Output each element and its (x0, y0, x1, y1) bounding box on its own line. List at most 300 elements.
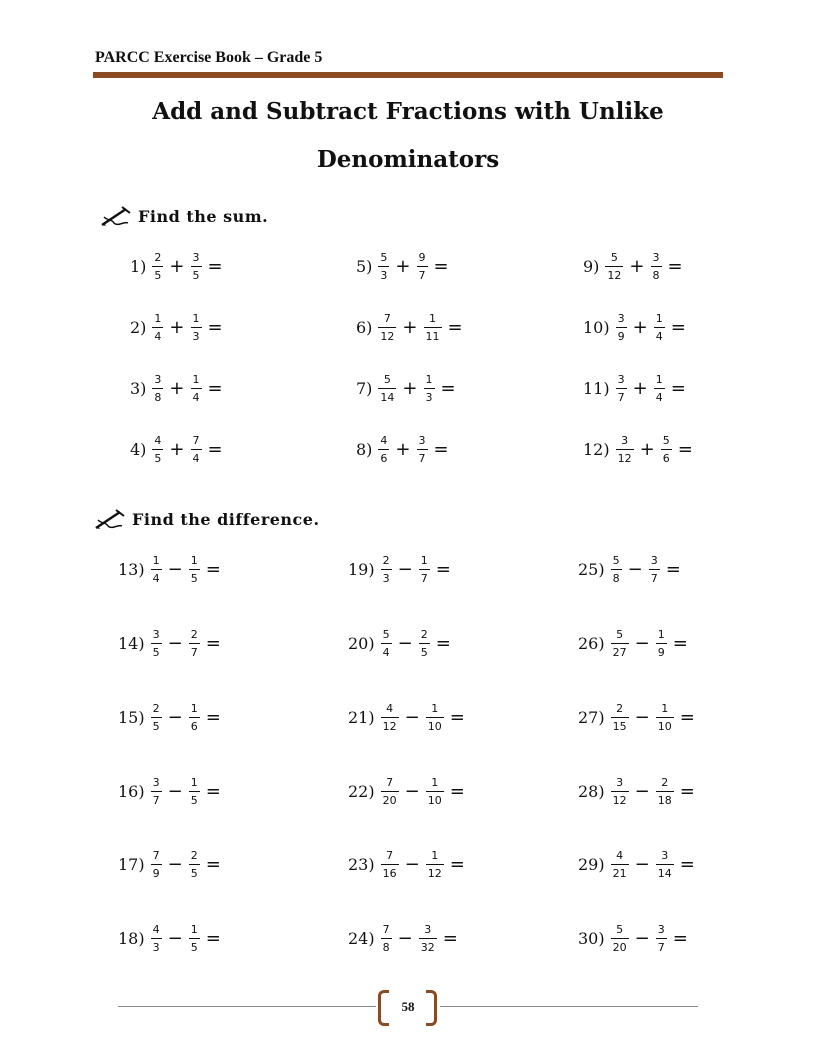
fraction-bar (611, 643, 629, 644)
operator: + (629, 256, 645, 277)
fraction-bar (151, 791, 162, 792)
fraction-a (152, 434, 163, 465)
problem-item (578, 702, 698, 733)
numerator: 1 (431, 849, 439, 862)
denominator: 8 (652, 269, 660, 282)
problem-number: 11) (583, 379, 610, 398)
numerator: 3 (152, 628, 160, 641)
denominator: 7 (650, 572, 658, 585)
problem-item (583, 434, 696, 465)
denominator: 27 (612, 646, 627, 659)
problem-number: 4) (130, 440, 147, 459)
denominator: 3 (380, 269, 388, 282)
fraction-b (654, 312, 665, 343)
numerator: 7 (152, 849, 160, 862)
problem-number: 15) (118, 708, 145, 727)
fraction-a (616, 312, 627, 343)
fraction-bar (381, 717, 399, 718)
problem-item (118, 923, 224, 954)
denominator: 9 (152, 867, 160, 880)
fraction-bar (152, 449, 163, 450)
denominator: 12 (612, 794, 627, 807)
fraction-b (191, 251, 202, 282)
numerator: 1 (152, 554, 160, 567)
numerator: 1 (190, 554, 198, 567)
operator: + (632, 317, 648, 338)
fraction-bar (616, 388, 627, 389)
numerator: 3 (424, 923, 432, 936)
denominator: 5 (190, 794, 198, 807)
equals-sign: = (667, 256, 683, 277)
problem-item (118, 702, 224, 733)
operator: + (395, 439, 411, 460)
equals-sign: = (435, 559, 451, 580)
operator: + (402, 317, 418, 338)
denominator: 12 (380, 330, 395, 343)
denominator: 9 (617, 330, 625, 343)
fraction-a (381, 554, 392, 585)
footer-rule-right (440, 1006, 698, 1007)
fraction-bar (611, 864, 629, 865)
numerator: 4 (616, 849, 624, 862)
problem-item (356, 251, 452, 282)
equals-sign: = (677, 439, 693, 460)
problem-number: 7) (356, 379, 373, 398)
fraction-bar (654, 388, 665, 389)
problem-item (356, 373, 459, 404)
numerator: 1 (431, 776, 439, 789)
numerator: 3 (418, 434, 426, 447)
fraction-a (378, 312, 396, 343)
fraction-bar (189, 791, 200, 792)
book-title: PARCC Exercise Book – Grade 5 (95, 49, 323, 66)
problem-item (578, 554, 684, 585)
problem-item (118, 554, 224, 585)
numerator: 1 (190, 702, 198, 715)
problem-number: 3) (130, 379, 147, 398)
numerator: 3 (621, 434, 629, 447)
operator: + (169, 378, 185, 399)
fraction-a (611, 554, 622, 585)
denominator: 12 (617, 452, 632, 465)
fraction-b (651, 251, 662, 282)
fraction-bar (378, 266, 389, 267)
denominator: 32 (420, 941, 435, 954)
numerator: 7 (386, 776, 394, 789)
numerator: 7 (382, 923, 390, 936)
problem-item (578, 849, 698, 880)
denominator: 7 (418, 452, 426, 465)
operator: + (169, 317, 185, 338)
fraction-bar (616, 327, 627, 328)
fraction-b (424, 312, 442, 343)
numerator: 5 (616, 628, 624, 641)
denominator: 10 (657, 720, 672, 733)
numerator: 2 (190, 849, 198, 862)
numerator: 7 (386, 849, 394, 862)
equals-sign: = (205, 781, 221, 802)
numerator: 5 (612, 554, 620, 567)
fraction-bar (152, 388, 163, 389)
fraction-a (611, 849, 629, 880)
fraction-a (378, 373, 396, 404)
equals-sign: = (447, 317, 463, 338)
denominator: 7 (190, 646, 198, 659)
operator: − (167, 707, 183, 728)
operator: − (634, 633, 650, 654)
problem-number: 16) (118, 782, 145, 801)
numerator: 3 (652, 251, 660, 264)
fraction-a (378, 434, 389, 465)
denominator: 8 (382, 941, 390, 954)
fraction-bar (426, 864, 444, 865)
fraction-b (654, 373, 665, 404)
problem-item (578, 923, 691, 954)
denominator: 5 (190, 941, 198, 954)
problem-number: 12) (583, 440, 610, 459)
fraction-a (611, 628, 629, 659)
fraction-bar (611, 717, 629, 718)
denominator: 4 (655, 330, 663, 343)
denominator: 14 (657, 867, 672, 880)
fraction-bar (151, 569, 162, 570)
denominator: 18 (657, 794, 672, 807)
fraction-bar (378, 388, 396, 389)
operator: − (167, 928, 183, 949)
denominator: 5 (190, 867, 198, 880)
problem-number: 19) (348, 560, 375, 579)
numerator: 2 (382, 554, 390, 567)
numerator: 1 (431, 702, 439, 715)
problem-number: 17) (118, 855, 145, 874)
problem-item (130, 373, 226, 404)
denominator: 4 (382, 646, 390, 659)
problem-number: 18) (118, 929, 145, 948)
fraction-bar (381, 569, 392, 570)
fraction-a (611, 702, 629, 733)
problem-number: 9) (583, 257, 600, 276)
problem-number: 25) (578, 560, 605, 579)
problem-item (578, 776, 698, 807)
fraction-b (189, 628, 200, 659)
operator: + (169, 256, 185, 277)
operator: − (404, 854, 420, 875)
fraction-bar (661, 449, 672, 450)
numerator: 5 (382, 628, 390, 641)
equals-sign: = (207, 439, 223, 460)
denominator: 8 (154, 391, 162, 404)
fraction-bar (381, 791, 399, 792)
equals-sign: = (207, 256, 223, 277)
denominator: 15 (612, 720, 627, 733)
numerator: 1 (657, 628, 665, 641)
numerator: 1 (425, 373, 433, 386)
denominator: 5 (154, 269, 162, 282)
fraction-bar (656, 864, 674, 865)
denominator: 5 (154, 452, 162, 465)
denominator: 4 (152, 572, 160, 585)
fraction-bar (381, 643, 392, 644)
fraction-b (656, 923, 667, 954)
fraction-b (419, 923, 437, 954)
fraction-bar (417, 266, 428, 267)
problem-number: 14) (118, 634, 145, 653)
fraction-a (611, 923, 629, 954)
fraction-bar (189, 938, 200, 939)
denominator: 21 (612, 867, 627, 880)
fraction-a (151, 702, 162, 733)
numerator: 5 (616, 923, 624, 936)
problem-item (118, 776, 224, 807)
fraction-b (191, 312, 202, 343)
fraction-b (656, 849, 674, 880)
numerator: 1 (154, 312, 162, 325)
problem-number: 2) (130, 318, 147, 337)
equals-sign: = (449, 854, 465, 875)
equals-sign: = (679, 854, 695, 875)
equals-sign: = (205, 854, 221, 875)
problem-number: 20) (348, 634, 375, 653)
numerator: 5 (610, 251, 618, 264)
fraction-b (189, 849, 200, 880)
equals-sign: = (205, 559, 221, 580)
problem-number: 26) (578, 634, 605, 653)
numerator: 2 (190, 628, 198, 641)
denominator: 4 (192, 452, 200, 465)
fraction-b (189, 702, 200, 733)
fraction-b (656, 776, 674, 807)
fraction-bar (611, 938, 629, 939)
problem-item (348, 554, 454, 585)
numerator: 1 (655, 373, 663, 386)
operator: + (639, 439, 655, 460)
header-divider (93, 72, 723, 78)
problem-number: 1) (130, 257, 147, 276)
numerator: 3 (154, 373, 162, 386)
operator: − (634, 928, 650, 949)
problem-item (356, 434, 452, 465)
fraction-b (189, 554, 200, 585)
equals-sign: = (205, 707, 221, 728)
numerator: 2 (661, 776, 669, 789)
numerator: 3 (616, 776, 624, 789)
denominator: 5 (190, 572, 198, 585)
problem-item (578, 628, 691, 659)
numerator: 1 (420, 554, 428, 567)
problem-item (348, 923, 461, 954)
footer-rule-left (118, 1006, 376, 1007)
denominator: 4 (154, 330, 162, 343)
fraction-a (152, 251, 163, 282)
fraction-bar (189, 717, 200, 718)
fraction-a (616, 434, 634, 465)
numerator: 3 (152, 776, 160, 789)
fraction-a (151, 849, 162, 880)
problem-number: 6) (356, 318, 373, 337)
problem-item (583, 312, 689, 343)
problem-number: 30) (578, 929, 605, 948)
operator: − (167, 633, 183, 654)
page-title-line-1: Add and Subtract Fractions with Unlike (152, 98, 664, 125)
fraction-a (151, 554, 162, 585)
problem-item (130, 434, 226, 465)
fraction-bar (191, 449, 202, 450)
numerator: 1 (192, 373, 200, 386)
problem-number: 27) (578, 708, 605, 727)
equals-sign: = (665, 559, 681, 580)
fraction-b (191, 434, 202, 465)
equals-sign: = (679, 707, 695, 728)
fraction-bar (656, 791, 674, 792)
equals-sign: = (670, 317, 686, 338)
fraction-a (381, 628, 392, 659)
operator: − (634, 854, 650, 875)
fraction-b (417, 251, 428, 282)
problem-item (130, 312, 226, 343)
denominator: 9 (657, 646, 665, 659)
fraction-a (381, 702, 399, 733)
fraction-b (419, 628, 430, 659)
denominator: 5 (420, 646, 428, 659)
denominator: 4 (192, 391, 200, 404)
section-heading-difference-text: Find the difference. (132, 509, 320, 529)
problem-item (118, 628, 224, 659)
fraction-a (151, 776, 162, 807)
fraction-bar (151, 938, 162, 939)
problem-number: 8) (356, 440, 373, 459)
operator: − (167, 559, 183, 580)
operator: + (395, 256, 411, 277)
fraction-a (378, 251, 389, 282)
numerator: 7 (192, 434, 200, 447)
pencil-icon (100, 205, 132, 227)
numerator: 1 (655, 312, 663, 325)
fraction-bar (191, 327, 202, 328)
problem-item (348, 776, 468, 807)
fraction-bar (151, 864, 162, 865)
equals-sign: = (440, 378, 456, 399)
denominator: 7 (617, 391, 625, 404)
numerator: 1 (661, 702, 669, 715)
fraction-bar (426, 717, 444, 718)
equals-sign: = (435, 633, 451, 654)
fraction-bar (152, 327, 163, 328)
numerator: 5 (383, 373, 391, 386)
numerator: 1 (192, 312, 200, 325)
denominator: 7 (152, 794, 160, 807)
denominator: 3 (382, 572, 390, 585)
problem-item (356, 312, 466, 343)
equals-sign: = (433, 439, 449, 460)
fraction-b (426, 849, 444, 880)
numerator: 4 (154, 434, 162, 447)
fraction-bar (152, 266, 163, 267)
denominator: 20 (612, 941, 627, 954)
fraction-bar (605, 266, 623, 267)
problem-item (348, 628, 454, 659)
equals-sign: = (442, 928, 458, 949)
operator: + (402, 378, 418, 399)
fraction-bar (151, 717, 162, 718)
fraction-a (381, 849, 399, 880)
problem-item (583, 251, 686, 282)
fraction-b (656, 628, 667, 659)
problem-item (348, 849, 468, 880)
operator: − (404, 781, 420, 802)
denominator: 7 (418, 269, 426, 282)
problem-item (583, 373, 689, 404)
equals-sign: = (433, 256, 449, 277)
problem-number: 22) (348, 782, 375, 801)
numerator: 9 (418, 251, 426, 264)
denominator: 5 (152, 646, 160, 659)
denominator: 5 (192, 269, 200, 282)
equals-sign: = (205, 633, 221, 654)
operator: − (397, 633, 413, 654)
fraction-bar (189, 643, 200, 644)
denominator: 20 (382, 794, 397, 807)
equals-sign: = (449, 781, 465, 802)
numerator: 5 (380, 251, 388, 264)
fraction-b (426, 702, 444, 733)
fraction-b (189, 776, 200, 807)
fraction-b (419, 554, 430, 585)
equals-sign: = (449, 707, 465, 728)
denominator: 10 (427, 720, 442, 733)
fraction-b (426, 776, 444, 807)
denominator: 14 (380, 391, 395, 404)
fraction-a (616, 373, 627, 404)
numerator: 4 (380, 434, 388, 447)
fraction-bar (419, 938, 437, 939)
fraction-a (381, 776, 399, 807)
numerator: 4 (152, 923, 160, 936)
fraction-bar (656, 938, 667, 939)
fraction-bar (191, 266, 202, 267)
equals-sign: = (672, 928, 688, 949)
problem-item (348, 702, 468, 733)
numerator: 2 (152, 702, 160, 715)
denominator: 7 (657, 941, 665, 954)
fraction-bar (378, 327, 396, 328)
fraction-bar (191, 388, 202, 389)
problem-item (130, 251, 226, 282)
fraction-bar (189, 569, 200, 570)
fraction-b (424, 373, 435, 404)
numerator: 3 (617, 312, 625, 325)
page-number-bracket-right (426, 990, 437, 1026)
fraction-a (152, 373, 163, 404)
numerator: 3 (192, 251, 200, 264)
fraction-a (151, 923, 162, 954)
problem-number: 29) (578, 855, 605, 874)
section-heading-sum-text: Find the sum. (138, 206, 269, 226)
fraction-bar (381, 864, 399, 865)
denominator: 3 (152, 941, 160, 954)
fraction-bar (424, 327, 442, 328)
numerator: 4 (386, 702, 394, 715)
denominator: 4 (655, 391, 663, 404)
numerator: 3 (657, 923, 665, 936)
operator: − (627, 559, 643, 580)
fraction-bar (656, 717, 674, 718)
pencil-icon (94, 508, 126, 530)
numerator: 3 (661, 849, 669, 862)
equals-sign: = (207, 317, 223, 338)
equals-sign: = (670, 378, 686, 399)
problem-number: 5) (356, 257, 373, 276)
fraction-b (649, 554, 660, 585)
